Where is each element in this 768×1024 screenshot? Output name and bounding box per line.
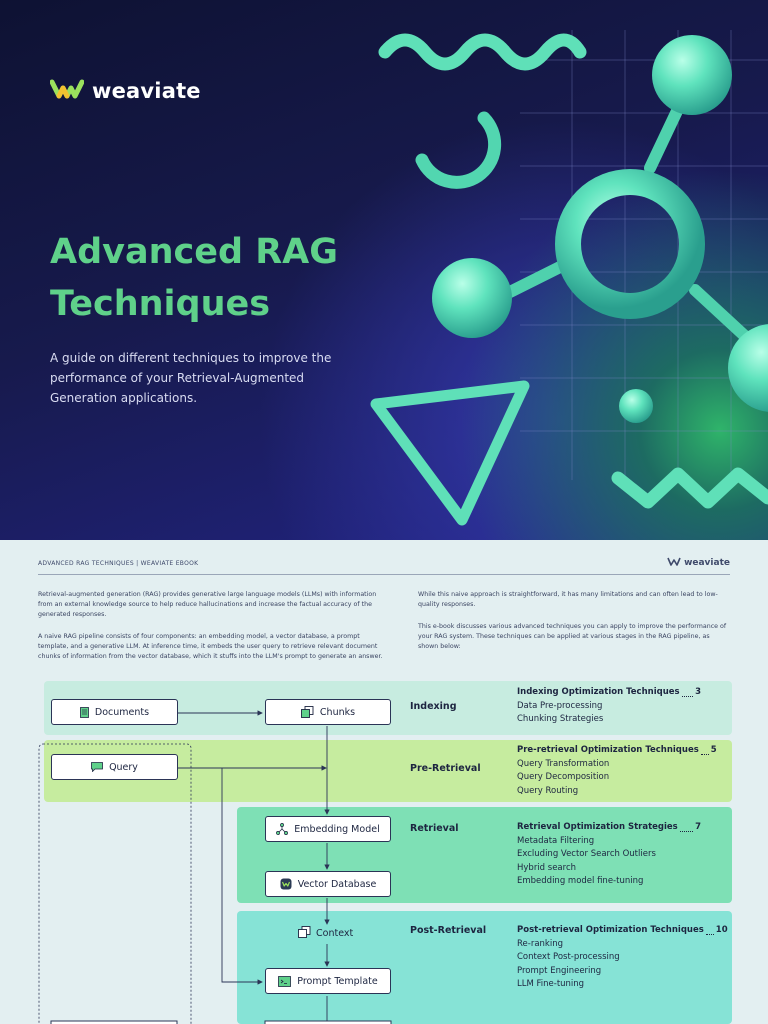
node-vector-database	[265, 871, 391, 897]
stage-pre-retrieval: Pre-Retrieval	[410, 763, 481, 774]
toc-item[interactable]: Embedding model fine-tuning	[517, 876, 644, 887]
context-icon	[298, 926, 311, 941]
hero-subtitle: A guide on different techniques to improve the performance of your Retrieval-Augmented Generation applications.	[50, 351, 332, 405]
node-embedding-model-label: Embedding Model	[294, 823, 380, 835]
toc-item[interactable]: Re-ranking	[517, 938, 563, 949]
node-vector-database-label: Vector Database	[297, 878, 377, 890]
query-loop-dotted-frame	[39, 744, 191, 1024]
stage-indexing: Indexing	[410, 701, 457, 712]
node-embedding-model	[265, 816, 391, 842]
toc-item[interactable]: Prompt Engineering	[517, 965, 602, 976]
toc-item[interactable]: Excluding Vector Search Outliers	[517, 849, 656, 860]
hero-title-line2: Techniques	[50, 284, 271, 324]
toc-entry-link[interactable]: Indexing Optimization Techniques 3	[517, 687, 701, 697]
toc-indexing	[517, 686, 701, 727]
node-chunks	[265, 699, 391, 725]
page-header-label: ADVANCED RAG TECHNIQUES | WEAVIATE EBOOK	[38, 560, 199, 567]
toc-retrieval	[517, 821, 701, 889]
terminal-icon	[278, 976, 291, 987]
toc-item[interactable]: Hybrid search	[517, 862, 577, 873]
toc-item[interactable]: Data Pre-processing	[517, 700, 603, 711]
brand-name: weaviate	[92, 79, 201, 103]
toc-item[interactable]: LLM Fine-tuning	[517, 979, 585, 990]
node-chunks-label: Chunks	[319, 706, 356, 718]
document-icon	[80, 707, 89, 718]
stage-retrieval: Retrieval	[410, 823, 459, 834]
toc-item[interactable]: Context Post-processing	[517, 952, 620, 963]
node-prompt-template	[265, 968, 391, 994]
chat-bubble-icon	[91, 762, 103, 772]
toc-item[interactable]: Query Routing	[517, 785, 579, 796]
toc-entry-link[interactable]: Pre-retrieval Optimization Techniques 5	[517, 745, 717, 755]
node-prompt-template-label: Prompt Template	[297, 975, 378, 987]
node-query-label: Query	[109, 761, 138, 773]
page-header-brand: weaviate	[684, 558, 730, 568]
hero-title-line1: Advanced RAG	[50, 232, 338, 272]
intro-paragraph-3: While this naive approach is straightforward, it has many limitations and can often lead to low-quality responses.	[418, 591, 718, 608]
node-context	[298, 926, 353, 941]
toc-pre-retrieval	[517, 744, 717, 798]
stage-post-retrieval: Post-Retrieval	[410, 925, 487, 936]
toc-entry-link[interactable]: Retrieval Optimization Strategies 7	[517, 822, 701, 832]
toc-item[interactable]: Query Decomposition	[517, 772, 610, 783]
chunks-icon	[301, 706, 314, 718]
node-context-label: Context	[316, 928, 354, 939]
network-icon	[276, 823, 288, 835]
node-query	[51, 754, 178, 780]
node-documents	[51, 699, 178, 725]
toc-entry-link[interactable]: Post-retrieval Optimization Techniques 10	[517, 925, 728, 935]
toc-item[interactable]: Query Transformation	[517, 758, 610, 769]
intro-paragraph-4: This e-book discusses various advanced techniques you can apply to improve the performance of your RAG system. These techniques can be applied at various stages in the RAG pipeline, as shown below:	[418, 623, 727, 650]
toc-post-retrieval	[517, 924, 728, 992]
toc-item[interactable]: Metadata Filtering	[517, 835, 595, 846]
toc-item[interactable]: Chunking Strategies	[517, 714, 604, 725]
weaviate-badge-icon	[280, 878, 292, 890]
node-documents-label: Documents	[94, 706, 150, 718]
intro-paragraph-1: Retrieval-augmented generation (RAG) provides generative large language models (LLMs) with information from an external knowledge source to help reduce hallucinations and increase the factual accuracy of the generated responses.	[38, 591, 377, 618]
intro-paragraph-2: A naive RAG pipeline consists of four components: an embedding model, a vector database, a prompt template, and a generative LLM. At inference time, it embeds the user query to retrieve relevant document chunks of information from the vector database, which it stuffs into the LLM's prompt to generate an answer.	[38, 633, 383, 660]
